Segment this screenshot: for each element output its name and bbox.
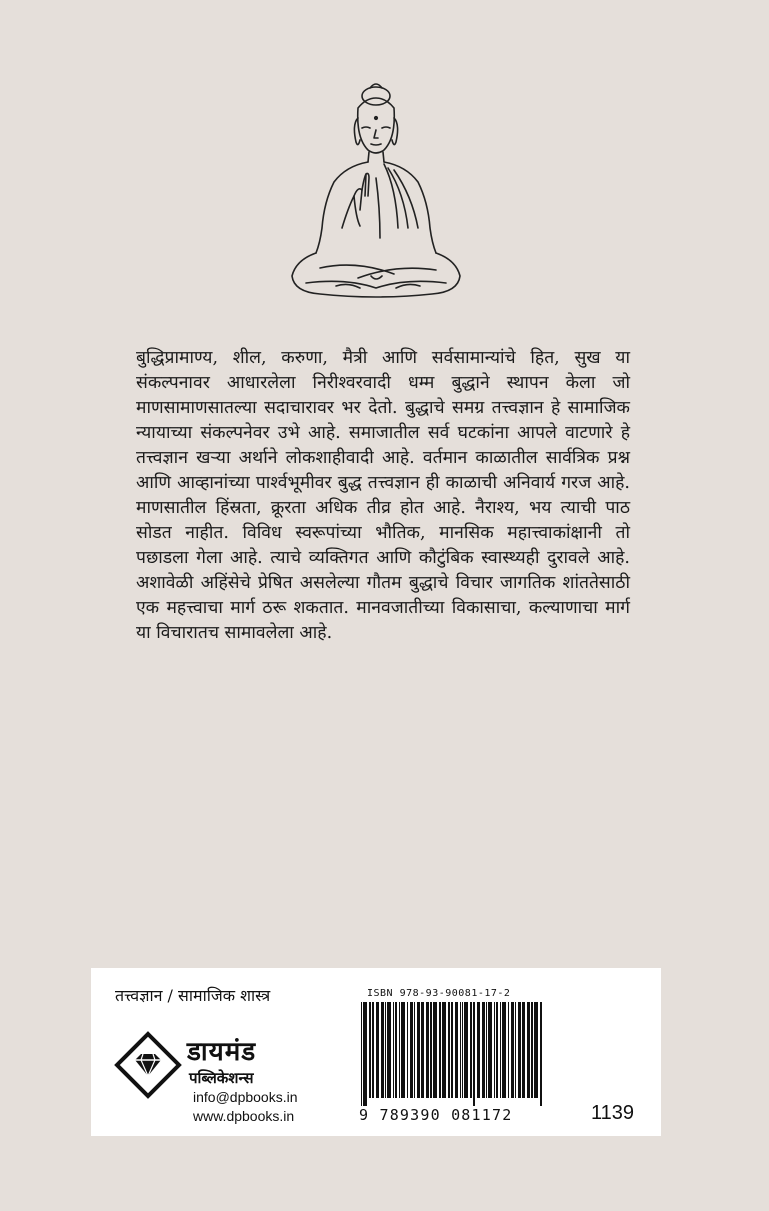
barcode-bar <box>527 1002 530 1098</box>
barcode-bar <box>414 1002 415 1098</box>
barcode-bar <box>460 1002 461 1098</box>
barcode-bar <box>417 1002 420 1098</box>
barcode-bar <box>494 1002 495 1098</box>
barcode-bar <box>407 1002 408 1098</box>
barcode-bar <box>518 1002 521 1098</box>
barcode-bar <box>534 1002 538 1098</box>
barcode-bar <box>381 1002 384 1098</box>
barcode-bar <box>477 1002 480 1098</box>
barcode-bar <box>442 1002 446 1098</box>
barcode-bar <box>430 1002 432 1098</box>
barcode-bar <box>393 1002 394 1098</box>
barcode-bar <box>488 1002 492 1098</box>
blurb-text: बुद्धिप्रामाण्य, शील, करुणा, मैत्री आणि सर्वसामान्यांचे हित, सुख या संकल्पनावर आधारलेला निरीश्वरवादी धम्म बुद्धाने स्थापन केला जो माणसामाणसातल्या सदाचारावर भर देतो. बुद्धाचे समग्र तत्त्वज्ञान हे सामाजिक न्यायाच्या संकल्पनेवर उभे आहे. समाजातील सर्व घटकांना आपले वाटणारे हे तत्त्वज्ञान खऱ्या अर्थाने लोकशाहीवादी आहे. वर्तमान काळातील सार्वत्रिक प्रश्न आणि आव्हानांच्या पार्श्वभूमीवर बुद्ध तत्त्वज्ञान ही काळाची अनिवार्य गरज आहे. माणसातील हिंस्रता, क्रूरता अधिक तीव्र होत आहे. नैराश्य, भय त्याची पाठ सोडत नाहीत. विविध स्वरूपांच्या भौतिक, मानसिक महात्त्वाकांक्षानी तो पछाडला गेला आहे. त्याचे व्यक्तिगत आणि कौटुंबिक स्वास्थ्यही दुरावले आहे. अशावेळी अहिंसेचे प्रेषित असलेल्या गौतम बुद्धाचे विचार जागतिक शांततेसाठी एक महत्त्वाचा मार्ग ठरू शकतात. मानवजातीच्या विकासाचा, कल्याणाचा मार्ग या विचारातच सामावलेला आहे. <box>136 348 630 643</box>
isbn-label: ISBN 978-93-90081-17-2 <box>367 988 511 999</box>
barcode-bar <box>363 1002 367 1106</box>
barcode-bar <box>387 1002 391 1098</box>
barcode-bar <box>426 1002 429 1098</box>
book-code: 1139 <box>591 1102 635 1124</box>
barcode-bar <box>369 1002 371 1098</box>
barcode-bar <box>508 1002 509 1098</box>
barcode-bar <box>448 1002 450 1098</box>
barcode-bar <box>455 1002 458 1098</box>
publisher-email[interactable]: info@dpbooks.in <box>193 1089 298 1105</box>
barcode-bar <box>531 1002 533 1098</box>
isbn-digits: 9 789390 081172 <box>359 1106 513 1124</box>
barcode-bar <box>511 1002 514 1098</box>
barcode-bar <box>401 1002 405 1098</box>
publisher-website[interactable]: www.dpbooks.in <box>193 1108 295 1124</box>
back-cover-blurb <box>136 346 630 646</box>
barcode-bar <box>433 1002 437 1098</box>
barcode-bar <box>421 1002 424 1098</box>
barcode-bar <box>399 1002 400 1098</box>
publisher-name: डायमंड <box>187 1037 257 1067</box>
barcode-bar <box>462 1002 463 1098</box>
barcode-bar <box>376 1002 379 1098</box>
barcode-bar <box>470 1002 472 1098</box>
barcode-bar <box>439 1002 441 1098</box>
barcode-bar <box>473 1002 475 1106</box>
book-category: तत्त्वज्ञान / सामाजिक शास्त्र <box>115 986 271 1005</box>
barcode-bar <box>482 1002 485 1098</box>
barcode-bar <box>500 1002 501 1098</box>
barcode-bar <box>372 1002 374 1098</box>
barcode-bar <box>395 1002 397 1098</box>
diamond-logo-icon <box>113 1030 183 1100</box>
barcode-bar <box>361 1002 362 1106</box>
barcode-bar <box>385 1002 386 1098</box>
isbn-barcode <box>357 1002 547 1106</box>
barcode-bar <box>540 1002 542 1106</box>
barcode-bar <box>410 1002 413 1098</box>
publisher-panel <box>91 968 661 1136</box>
barcode-bar <box>451 1002 453 1098</box>
barcode-bar <box>502 1002 506 1098</box>
publisher-subtitle: पब्लिकेशन्स <box>189 1069 254 1087</box>
barcode-bar <box>522 1002 525 1098</box>
barcode-bar <box>496 1002 498 1098</box>
buddha-meditating-illustration <box>276 78 476 310</box>
barcode-bar <box>486 1002 487 1098</box>
barcode-bar <box>515 1002 516 1098</box>
barcode-bar <box>464 1002 468 1098</box>
